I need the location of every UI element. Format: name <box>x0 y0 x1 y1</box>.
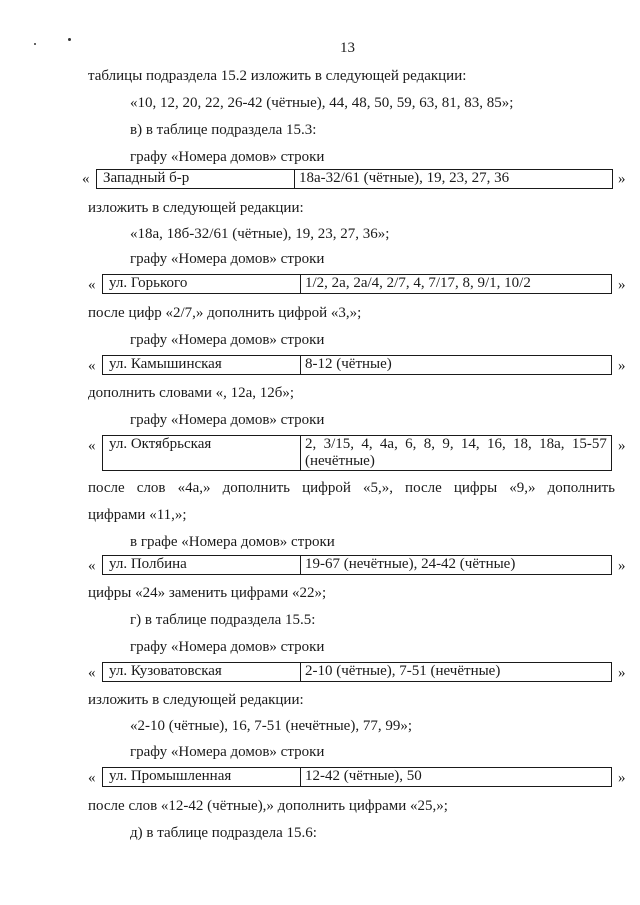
houses-cell: 12-42 (чётные), 50 <box>305 768 422 784</box>
paragraph-line: графу «Номера домов» строки <box>130 639 325 655</box>
paragraph-line: в) в таблице подраздела 15.3: <box>130 122 317 138</box>
quote-open: « <box>88 358 96 374</box>
word: 9, <box>442 436 454 452</box>
paragraph-line: «2-10 (чётные), 16, 7-51 (нечётные), 77, 99»; <box>130 718 412 734</box>
paragraph-line: графу «Номера домов» строки <box>130 412 325 428</box>
word: дополнить <box>222 480 290 496</box>
quote-open: « <box>88 665 96 681</box>
paragraph-line: графу «Номера домов» строки <box>130 149 325 165</box>
paragraph-line: в графе «Номера домов» строки <box>130 534 335 550</box>
quote-open: « <box>82 171 90 187</box>
paragraph-line: изложить в следующей редакции: <box>88 692 304 708</box>
scan-speck <box>68 38 71 41</box>
word: 4, <box>361 436 373 452</box>
houses-line <box>305 436 607 453</box>
street-table-row <box>102 355 612 375</box>
paragraph-line: после слов «12-42 (чётные),» дополнить цифрами «25,»; <box>88 798 448 814</box>
street-table-row <box>102 435 612 471</box>
quote-open: « <box>88 558 96 574</box>
word: цифры <box>453 480 498 496</box>
houses-cell: 1/2, 2а, 2а/4, 2/7, 4, 7/17, 8, 9/1, 10/2 <box>305 275 531 291</box>
word: 14, <box>460 436 480 452</box>
houses-cell: 19-67 (нечётные), 24-42 (чётные) <box>305 556 516 572</box>
street-table-row <box>102 274 612 294</box>
quote-close: » <box>618 277 626 293</box>
paragraph-line: цифры «24» заменить цифрами «22»; <box>88 585 327 601</box>
street-cell: ул. Горького <box>103 275 301 293</box>
word: 18а, <box>539 436 565 452</box>
street-table-row <box>102 555 612 575</box>
street-cell: ул. Кузоватовская <box>103 663 301 681</box>
paragraph-line: цифрами «11,»; <box>88 507 187 523</box>
quote-close: » <box>618 171 626 187</box>
word: слов <box>136 480 166 496</box>
street-table-row <box>102 767 612 787</box>
street-table-row <box>102 662 612 682</box>
word: 3/15, <box>323 436 354 452</box>
street-cell: ул. Промышленная <box>103 768 301 786</box>
word: дополнить <box>547 480 615 496</box>
quote-close: » <box>618 558 626 574</box>
street-cell: ул. Полбина <box>103 556 301 574</box>
houses-cell: 18а-32/61 (чётные), 19, 23, 27, 36 <box>299 170 510 186</box>
word: после <box>88 480 125 496</box>
quote-open: « <box>88 770 96 786</box>
word: «5,», <box>362 480 393 496</box>
paragraph-line: изложить в следующей редакции: <box>88 200 304 216</box>
word: 18, <box>513 436 532 452</box>
paragraph-line: г) в таблице подраздела 15.5: <box>130 612 316 628</box>
paragraph-line <box>88 479 615 497</box>
paragraph-line: таблицы подраздела 15.2 изложить в следующей редакции: <box>88 68 467 84</box>
quote-close: » <box>618 438 626 454</box>
street-cell: ул. Октябрьская <box>103 436 301 470</box>
paragraph-line: графу «Номера домов» строки <box>130 332 325 348</box>
scan-speck <box>34 43 36 45</box>
paragraph-line: графу «Номера домов» строки <box>130 744 325 760</box>
word: цифрой <box>302 480 351 496</box>
quote-open: « <box>88 277 96 293</box>
word: 8, <box>423 436 435 452</box>
street-cell: ул. Камышинская <box>103 356 301 374</box>
word: «9,» <box>509 480 536 496</box>
paragraph-line: «18а, 18б-32/61 (чётные), 19, 23, 27, 36»; <box>130 226 390 242</box>
quote-close: » <box>618 358 626 374</box>
quote-close: » <box>618 665 626 681</box>
page-number: 13 <box>340 40 355 56</box>
word: 16, <box>486 436 506 452</box>
houses-cell <box>301 436 611 470</box>
street-cell: Западный б-р <box>97 170 295 188</box>
word: 15-57 <box>571 436 607 452</box>
paragraph-line: д) в таблице подраздела 15.6: <box>130 825 317 841</box>
paragraph-line: «10, 12, 20, 22, 26-42 (чётные), 44, 48, 50, 59, 63, 81, 83, 85»; <box>130 95 514 111</box>
word: «4а,» <box>177 480 211 496</box>
houses-cell: 2-10 (чётные), 7-51 (нечётные) <box>305 663 501 679</box>
word: 6, <box>405 436 417 452</box>
quote-close: » <box>618 770 626 786</box>
houses-line: (нечётные) <box>305 453 375 469</box>
street-table-row <box>96 169 613 189</box>
paragraph-line: дополнить словами «, 12а, 12б»; <box>88 385 295 401</box>
paragraph-line: после цифр «2/7,» дополнить цифрой «3,»; <box>88 305 362 321</box>
houses-cell: 8-12 (чётные) <box>305 356 392 372</box>
word: 4а, <box>379 436 398 452</box>
quote-open: « <box>88 438 96 454</box>
word: после <box>405 480 442 496</box>
word: 2, <box>305 436 317 452</box>
paragraph-line: графу «Номера домов» строки <box>130 251 325 267</box>
